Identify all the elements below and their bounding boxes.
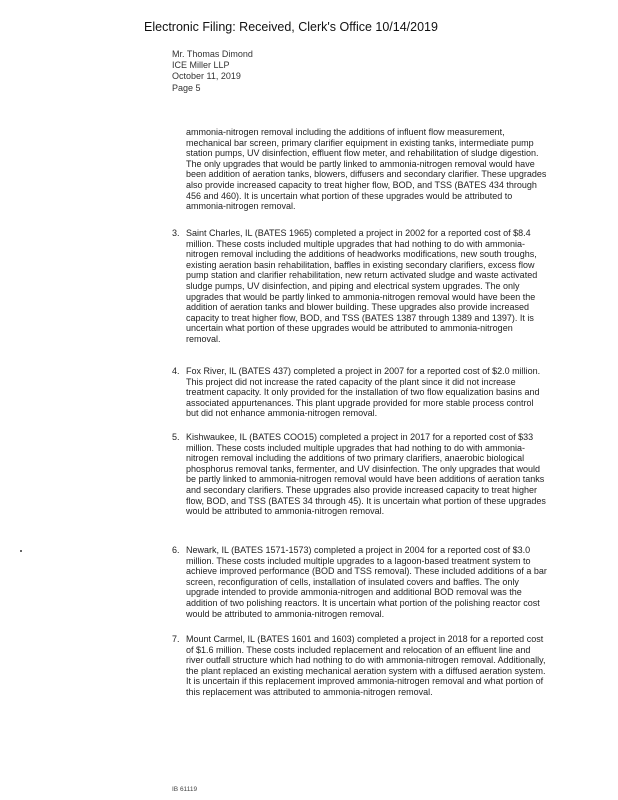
list-item-text: Newark, IL (BATES 1571-1573) completed a project in 2004 for a reported cost of $3.0 million. These costs included multiple upgrades to a lagoon-based treatment system to achieve improved performance (BOD and TSS removal). These included additions of a bar screen, reconfiguration of cells, installation of insulated covers and baffles. The only upgrade intended to provide ammonia-nitrogen and additional BOD removal was the addition of two polishing reactors. It is uncertain what portion of the polishing reactor cost would be attributed to ammonia-nitrogen removal.	[186, 545, 547, 619]
recipient-firm: ICE Miller LLP	[172, 60, 230, 71]
list-item	[172, 545, 548, 619]
list-item-text: Fox River, IL (BATES 437) completed a project in 2007 for a reported cost of $2.0 million. This project did not increase the rated capacity of the plant since it did not increase treatment capacity. It only provided for the installation of two flow equalization basins and associated appurtenances. This plant upgrade provided for more stable process control but did not enhance ammonia-nitrogen removal.	[186, 366, 541, 419]
list-item	[172, 432, 548, 517]
letter-address-block	[172, 49, 253, 94]
list-item-text: Saint Charles, IL (BATES 1965) completed a project in 2002 for a reported cost of $8.4 million. These costs included multiple upgrades that had nothing to do with ammonia-nitrogen removal including the additions of headworks modifications, new south troughs, existing aeration basin rehabilitation, baffles in existing secondary clarifiers, excess flow pump station and clarifier rehabilitation, new return activated sludge and waste activated sludge pumps, UV disinfection, and piping and electrical system upgrades. The only upgrades that would be partly linked to ammonia-nitrogen removal would have been the addition of aeration tanks and blower building. These upgrades also provide increased capacity to treat higher flow, BOD, and TSS (BATES 1387 through 1389 and 1397). It is uncertain what portion of these upgrades would be attributed to ammonia-nitrogen removal.	[186, 228, 538, 344]
list-item-text: Mount Carmel, IL (BATES 1601 and 1603) completed a project in 2018 for a reported cost of $1.6 million. These costs included replacement and relocation of an effluent line and river outfall structure which had nothing to do with ammonia-nitrogen removal. Additionally, the plant replaced an existing mechanical aeration system with a diffused aeration system. It is uncertain if this replacement improved ammonia-nitrogen removal and what portion of this replacement was attributed to ammonia-nitrogen removal.	[186, 634, 546, 697]
margin-mark	[20, 550, 22, 552]
page-number: Page 5	[172, 82, 201, 93]
list-item-number: 7.	[172, 634, 180, 644]
filing-stamp: Electronic Filing: Received, Clerk's Office 10/14/2019	[144, 20, 438, 34]
letter-date: October 11, 2019	[172, 71, 241, 82]
list-item	[172, 366, 548, 419]
list-item-number: 3.	[172, 228, 180, 238]
list-item-text: Kishwaukee, IL (BATES COO15) completed a project in 2017 for a reported cost of $33 million. These costs included multiple upgrades that had nothing to do with ammonia-nitrogen removal including the additions of two primary clarifiers, anaerobic biological phosphorus removal tanks, fermenter, and UV disinfection. The only upgrades that would be partly linked to ammonia-nitrogen removal would have been additions of aeration tanks and secondary clarifiers. These upgrades also provide increased capacity to treat higher flow, BOD, and TSS (BATES 34 through 45). It is uncertain what portion of these upgrades would be attributed to ammonia-nitrogen removal.	[186, 432, 546, 517]
list-item	[172, 228, 548, 345]
continued-paragraph: ammonia-nitrogen removal including the additions of influent flow measurement, mechanical bar screen, primary clarifier equipment in existing tanks, intermediate pump station pumps, UV disinfection, effluent flow meter, and rehabilitation of sludge digestion. The only upgrades that would be partly linked to ammonia-nitrogen removal would have been addition of aeration tanks, blowers, diffusers and secondary clarifier. These upgrades also provide increased capacity to treat higher flow, BOD, and TSS (BATES 434 through 456 and 460). It is uncertain what portion of these upgrades would be attributed to ammonia-nitrogen removal.	[186, 127, 547, 212]
list-item	[172, 634, 548, 698]
list-item-number: 6.	[172, 545, 180, 555]
recipient-name: Mr. Thomas Dimond	[172, 49, 253, 59]
list-item-number: 5.	[172, 432, 180, 442]
footer-reference: IB 61119	[172, 786, 198, 793]
list-item-number: 4.	[172, 366, 180, 376]
